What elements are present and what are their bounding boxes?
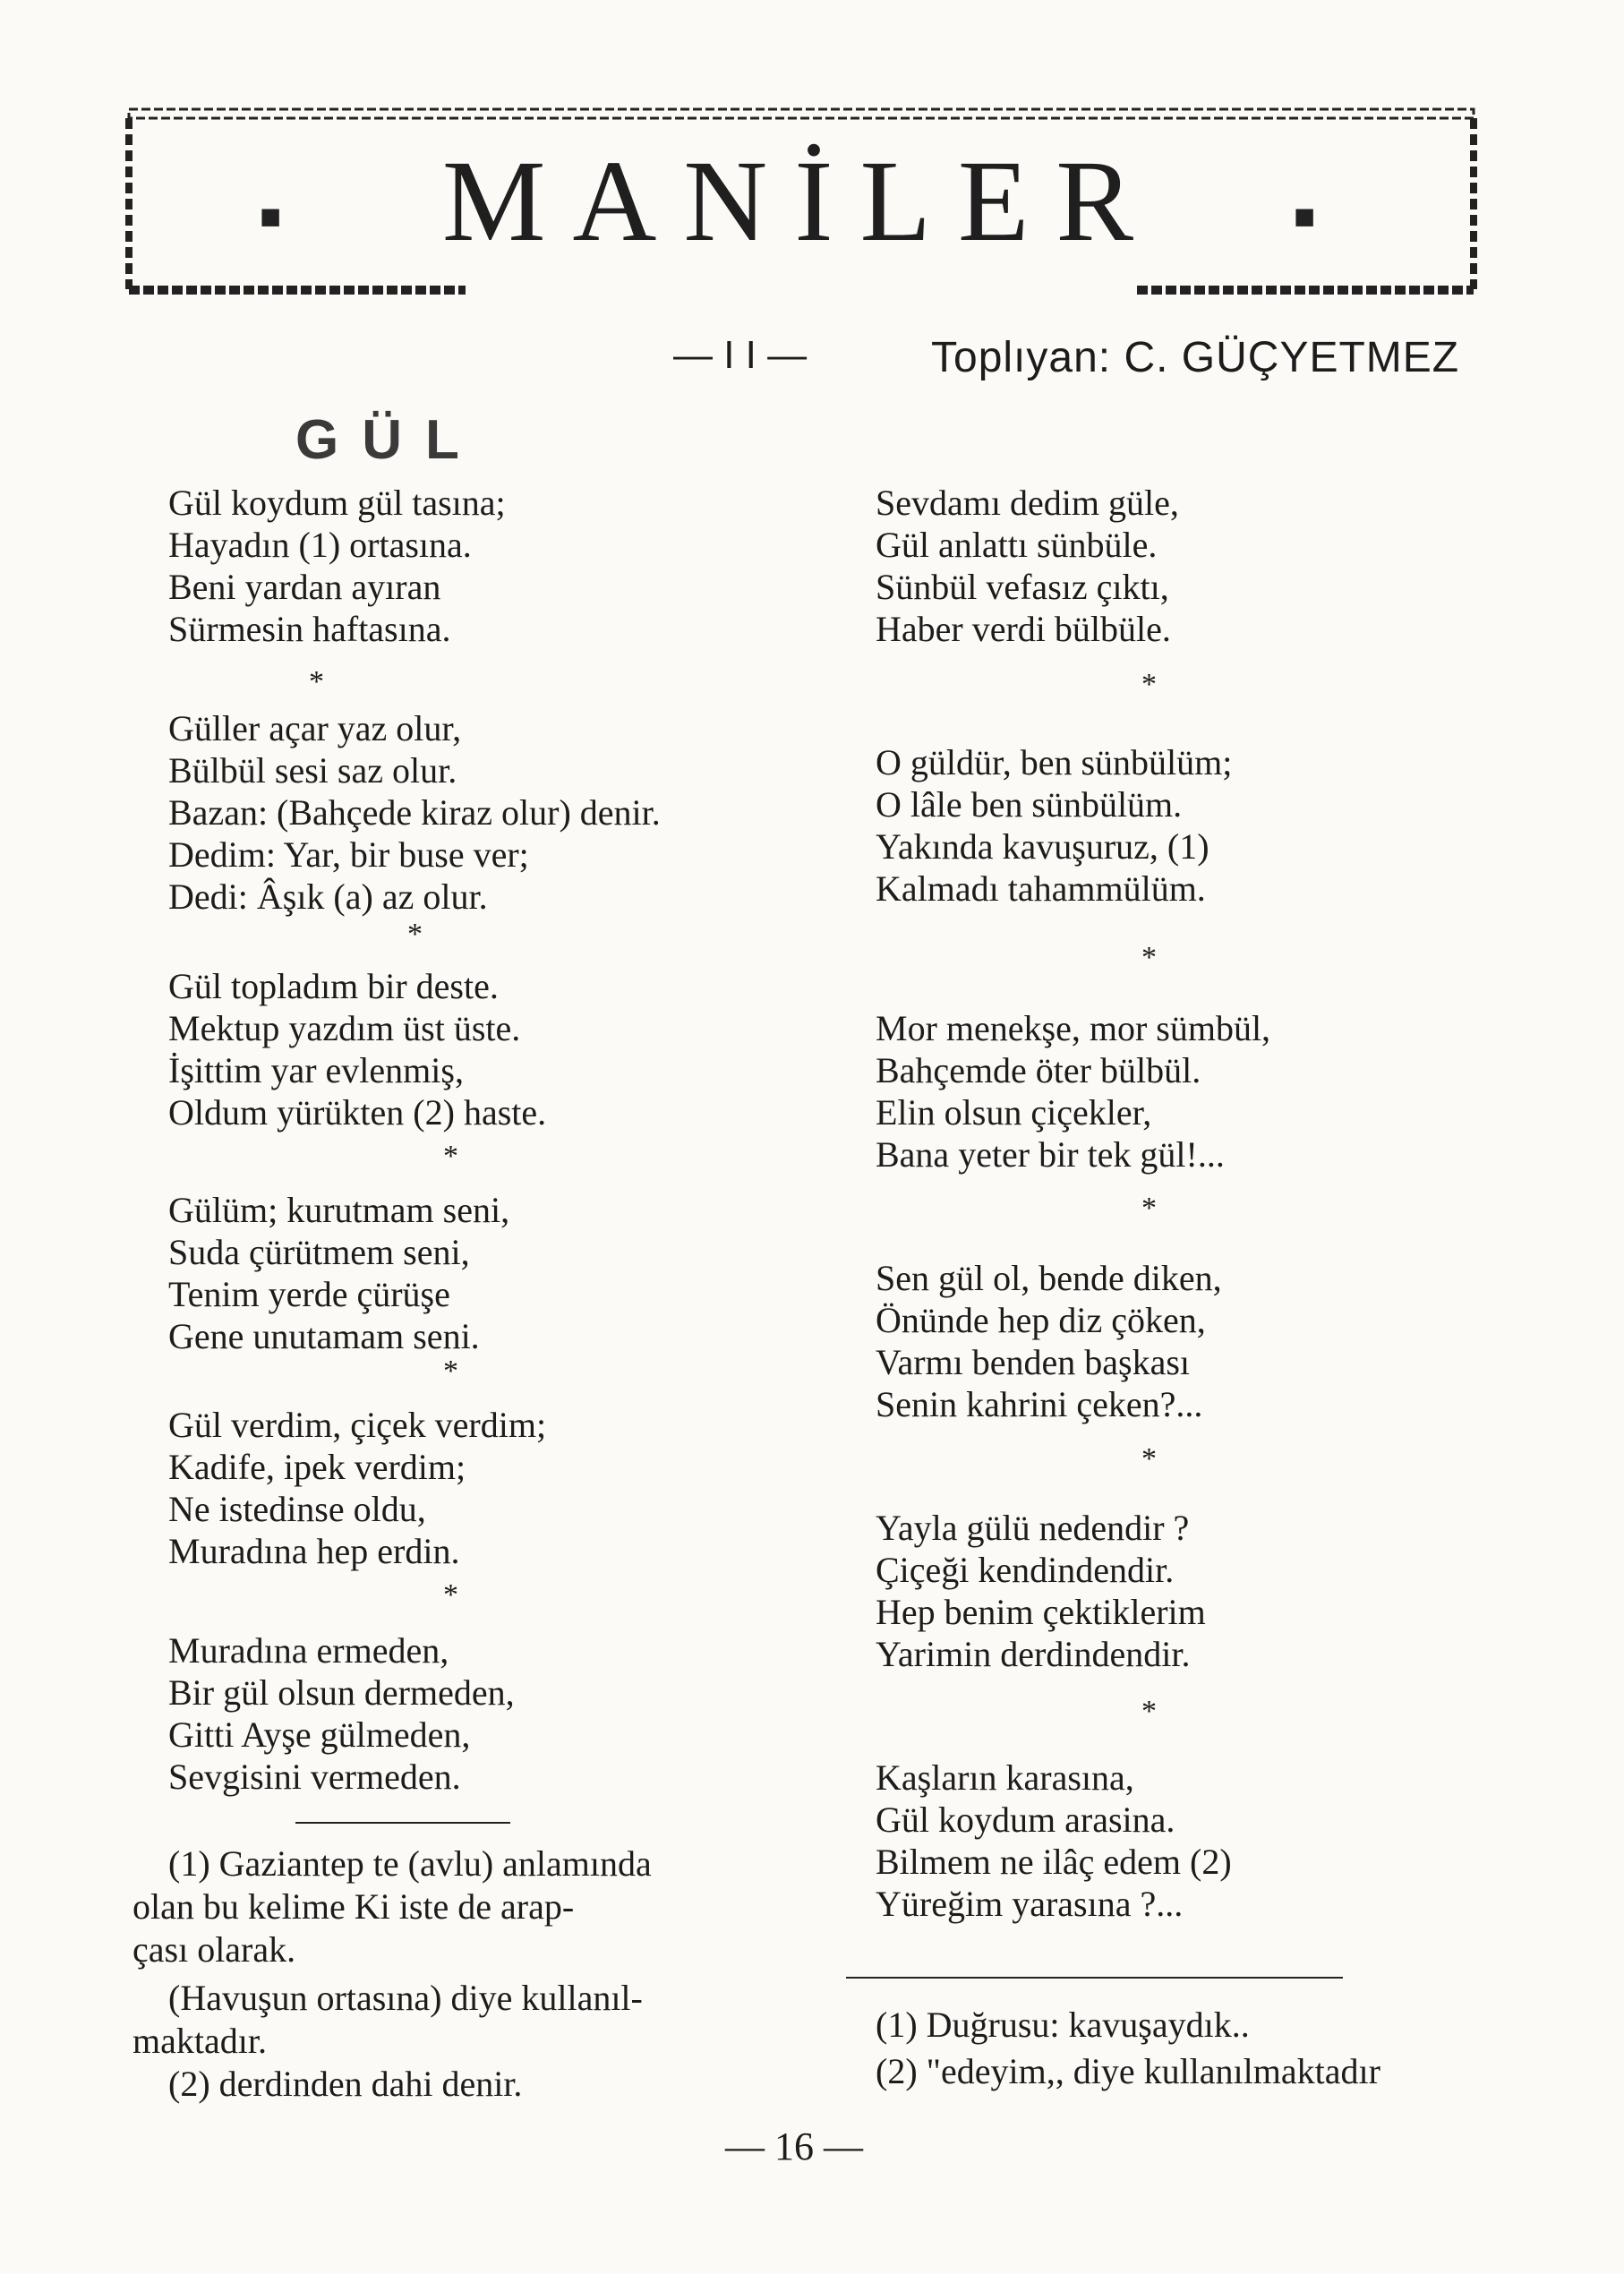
page-title: MANİLER xyxy=(441,137,1161,266)
verse-line: İşittim yar evlenmiş, xyxy=(168,1050,464,1090)
verse-line: Gül verdim, çiçek verdim; xyxy=(168,1405,547,1445)
verse-line: Ne istedinse oldu, xyxy=(168,1489,426,1529)
verse-line: Tenim yerde çürüşe xyxy=(168,1274,450,1314)
verse-line: Yakında kavuşuruz, (1) xyxy=(876,826,1209,867)
right-stanza-6 xyxy=(876,1757,1556,1925)
right-footnotes xyxy=(876,2004,1574,2093)
verse-line: Yüreğim yarasına ?... xyxy=(876,1884,1184,1924)
separator-star: * xyxy=(1141,941,1157,974)
verse-line: Muradına hep erdin. xyxy=(168,1531,460,1571)
footnote-divider xyxy=(846,1977,1343,1979)
verse-line: Sen gül ol, bende diken, xyxy=(876,1258,1222,1298)
footnote-line: olan bu kelime Ki iste de arap- xyxy=(132,1886,575,1927)
footnote-line: (2) "edeyim,, diye kullanılmaktadır xyxy=(876,2051,1380,2091)
verse-line: Gene unutamam seni. xyxy=(168,1316,480,1356)
left-stanza-3 xyxy=(168,965,849,1133)
footnote-line: (1) Gaziantep te (avlu) anlamında xyxy=(168,1843,652,1884)
left-stanza-6 xyxy=(168,1629,849,1798)
verse-line: Gülüm; kurutmam seni, xyxy=(168,1190,510,1230)
footnote-line: maktadır. xyxy=(132,2021,267,2061)
footnote-divider xyxy=(295,1822,510,1824)
verse-line: Sevdamı dedim güle, xyxy=(876,483,1179,523)
verse-line: Hayadın (1) ortasına. xyxy=(168,525,472,565)
right-stanza-2 xyxy=(876,741,1556,910)
verse-line: O güldür, ben sünbülüm; xyxy=(876,742,1233,782)
left-stanza-2 xyxy=(168,707,849,918)
verse-line: Gül koydum gül tasına; xyxy=(168,483,506,523)
left-ornament-icon: ■ xyxy=(260,196,282,236)
verse-line: Gül koydum arasina. xyxy=(876,1800,1175,1840)
verse-line: Kaşların karasına, xyxy=(876,1757,1134,1798)
verse-line: Haber verdi bülbüle. xyxy=(876,609,1171,649)
verse-line: Bülbül sesi saz olur. xyxy=(168,750,457,791)
verse-line: Senin kahrini çeken?... xyxy=(876,1384,1203,1424)
separator-star: * xyxy=(443,1355,458,1388)
separator-star: * xyxy=(1141,1192,1157,1225)
separator-star: * xyxy=(1141,668,1157,701)
verse-line: Beni yardan ayıran xyxy=(168,567,441,607)
left-footnotes xyxy=(132,1842,777,2106)
section-heading: GÜL xyxy=(295,409,483,471)
verse-line: Önünde hep diz çöken, xyxy=(876,1300,1206,1340)
right-stanza-3 xyxy=(876,1007,1556,1175)
page-number: — 16 — xyxy=(725,2124,863,2168)
right-stanza-5 xyxy=(876,1507,1556,1675)
verse-line: Bahçemde öter bülbül. xyxy=(876,1050,1201,1090)
left-stanza-1 xyxy=(168,482,849,650)
verse-line: Bazan: (Bahçede kiraz olur) denir. xyxy=(168,792,661,833)
verse-line: Elin olsun çiçekler, xyxy=(876,1092,1152,1133)
footnote-line: (1) Duğrusu: kavuşaydık.. xyxy=(876,2005,1250,2045)
verse-line: Gül anlattı sünbüle. xyxy=(876,525,1158,565)
series-number: — I I — xyxy=(673,333,808,377)
separator-star: * xyxy=(443,1578,458,1611)
right-stanza-4 xyxy=(876,1257,1556,1425)
separator-star: * xyxy=(407,918,423,951)
separator-star: * xyxy=(1141,1442,1157,1475)
footnote-line: (Havuşun ortasına) diye kullanıl- xyxy=(168,1978,643,2018)
footnote-line: (2) derdinden dahi denir. xyxy=(168,2064,523,2104)
footnote-line: çası olarak. xyxy=(132,1929,296,1970)
verse-line: Dedi: Âşık (a) az olur. xyxy=(168,876,488,917)
verse-line: Oldum yürükten (2) haste. xyxy=(168,1092,547,1133)
separator-star: * xyxy=(1141,1695,1157,1728)
verse-line: Suda çürütmem seni, xyxy=(168,1232,470,1272)
verse-line: Bana yeter bir tek gül!... xyxy=(876,1134,1225,1175)
verse-line: Güller açar yaz olur, xyxy=(168,708,462,748)
verse-line: Yayla gülü nedendir ? xyxy=(876,1508,1190,1548)
verse-line: Kalmadı tahammülüm. xyxy=(876,868,1206,909)
separator-star: * xyxy=(309,665,324,698)
left-stanza-5 xyxy=(168,1404,849,1572)
verse-line: Çiçeği kendindendir. xyxy=(876,1550,1175,1590)
separator-star: * xyxy=(443,1140,458,1173)
right-ornament-icon: ■ xyxy=(1294,196,1316,236)
verse-line: Kadife, ipek verdim; xyxy=(168,1447,466,1487)
compiler-credit: Toplıyan: C. GÜÇYETMEZ xyxy=(931,334,1460,381)
verse-line: Mor menekşe, mor sümbül, xyxy=(876,1008,1271,1048)
verse-line: Mektup yazdım üst üste. xyxy=(168,1008,521,1048)
verse-line: Hep benim çektiklerim xyxy=(876,1592,1206,1632)
verse-line: Varmı benden başkası xyxy=(876,1342,1191,1382)
verse-line: Muradına ermeden, xyxy=(168,1630,449,1671)
verse-line: Yarimin derdindendir. xyxy=(876,1634,1191,1674)
verse-line: Gitti Ayşe gülmeden, xyxy=(168,1714,471,1755)
right-stanza-1 xyxy=(876,482,1556,650)
verse-line: Dedim: Yar, bir buse ver; xyxy=(168,834,529,875)
verse-line: Sürmesin haftasına. xyxy=(168,609,451,649)
verse-line: Sevgisini vermeden. xyxy=(168,1757,461,1797)
verse-line: O lâle ben sünbülüm. xyxy=(876,784,1183,825)
verse-line: Gül topladım bir deste. xyxy=(168,966,499,1006)
left-stanza-4 xyxy=(168,1189,849,1357)
verse-line: Sünbül vefasız çıktı, xyxy=(876,567,1169,607)
verse-line: Bir gül olsun dermeden, xyxy=(168,1672,515,1713)
verse-line: Bilmem ne ilâç edem (2) xyxy=(876,1842,1232,1882)
left-column xyxy=(168,482,849,650)
title-frame xyxy=(125,106,1477,301)
